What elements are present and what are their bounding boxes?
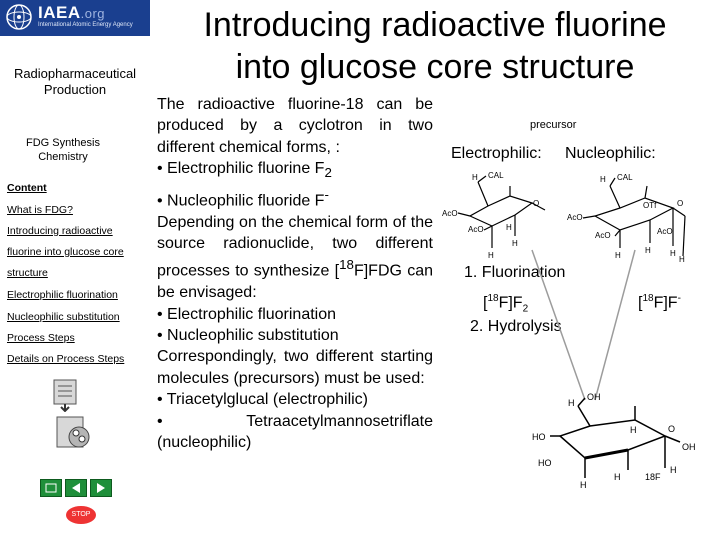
- nav-details-process[interactable]: Details on Process Steps: [7, 353, 125, 365]
- nav-nucleophilic[interactable]: Nucleophilic substitution: [7, 311, 120, 323]
- svg-text:HO: HO: [532, 432, 546, 442]
- svg-text:H: H: [670, 249, 676, 258]
- svg-text:H: H: [488, 251, 494, 260]
- hydrolysis-step: 2. Hydrolysis: [470, 318, 562, 335]
- logo-text: IAEA.org: [38, 3, 106, 22]
- electrophilic-label: Electrophilic:: [451, 145, 542, 162]
- paragraph: Depending on the chemical form of the source radionuclide, two different processes to synthesize [$^{18}$F]FDG can be envisaged:: [157, 213, 434, 302]
- glossary-icon[interactable]: [55, 415, 95, 453]
- svg-text:OH: OH: [682, 442, 696, 452]
- svg-text:H: H: [670, 465, 677, 475]
- sidebar: [0, 0, 150, 540]
- svg-text:O: O: [533, 199, 540, 208]
- svg-text:H: H: [472, 173, 478, 182]
- svg-text:H: H: [614, 472, 621, 482]
- iaea-globe-icon: [5, 3, 33, 31]
- svg-text:H: H: [600, 175, 606, 184]
- paragraph: • Tetraacetylmannosetriflate (nucleophilic): [157, 412, 433, 451]
- home-icon: [41, 480, 61, 496]
- svg-text:AcO: AcO: [595, 231, 611, 240]
- svg-text:HO: HO: [538, 458, 552, 468]
- prev-button[interactable]: [65, 479, 87, 497]
- iaea-logo-bar[interactable]: [0, 0, 150, 36]
- svg-text:AcO: AcO: [442, 209, 458, 218]
- nav-what-is-fdg[interactable]: What is FDG?: [7, 204, 73, 216]
- svg-text:CAL: CAL: [488, 171, 504, 180]
- nav-content[interactable]: Content: [7, 182, 47, 194]
- svg-text:H: H: [568, 398, 575, 408]
- svg-text:H: H: [615, 251, 621, 260]
- svg-text:H: H: [580, 480, 587, 490]
- paragraph: • Triacetylglucal (electrophilic): [157, 391, 369, 409]
- svg-text:18F: 18F: [645, 472, 661, 482]
- paragraph: • Electrophilic fluorine $F_2$: [157, 160, 332, 181]
- f2-reagent: $[^{18}F]F_2$: [483, 293, 529, 315]
- arrow-right-icon: [91, 480, 111, 496]
- section-title: FDG Synthesis Chemistry: [26, 137, 100, 163]
- svg-text:H: H: [512, 239, 518, 248]
- svg-text:H: H: [645, 246, 651, 255]
- arrow-left-icon: [66, 480, 86, 496]
- svg-text:AcO: AcO: [657, 227, 673, 236]
- precursor-label: precursor: [530, 119, 577, 131]
- svg-text:AcO: AcO: [468, 225, 484, 234]
- paragraph: • Nucleophilic substitution: [157, 326, 339, 344]
- next-button[interactable]: [90, 479, 112, 497]
- paragraph: Correspondingly, two different starting molecules (precursors) must be used:: [157, 348, 433, 387]
- logo-subtitle: International Atomic Energy Agency: [38, 22, 133, 28]
- stop-button[interactable]: STOP: [66, 506, 96, 524]
- reaction-arrows: [520, 240, 720, 410]
- nav-electrophilic[interactable]: Electrophilic fluorination: [7, 289, 118, 301]
- nav-introducing-2[interactable]: fluorine into glucose core: [7, 246, 124, 258]
- nucleophilic-label: Nucleophilic:: [565, 145, 656, 162]
- paragraph: The radioactive fluorine-18 can be produced by a cyclotron in two different chemical forms, :: [157, 96, 433, 156]
- svg-text:OTf: OTf: [643, 201, 657, 210]
- nav-introducing-3[interactable]: structure: [7, 267, 48, 279]
- svg-text:AcO: AcO: [567, 213, 583, 222]
- paragraph: • Electrophilic fluorination: [157, 305, 337, 323]
- svg-text:H: H: [506, 223, 512, 232]
- svg-text:H: H: [679, 255, 685, 263]
- svg-text:CAL: CAL: [617, 173, 633, 182]
- home-button[interactable]: [40, 479, 62, 497]
- page-title: Introducing radioactive fluorine into glucose core structure: [203, 6, 667, 86]
- svg-text:OH: OH: [587, 392, 601, 402]
- svg-text:O: O: [668, 424, 676, 434]
- paragraph: • Nucleophilic fluoride F-: [157, 186, 329, 210]
- body-text: [157, 94, 433, 453]
- fdg-product-structure: [530, 388, 705, 498]
- document-icon[interactable]: [50, 378, 80, 412]
- svg-text:H: H: [630, 425, 637, 435]
- svg-text:O: O: [677, 199, 684, 208]
- nav-process-steps[interactable]: Process Steps: [7, 332, 75, 344]
- fluorination-step: 1. Fluorination: [464, 264, 566, 281]
- fluoride-reagent: [$^{18}$F]F-: [638, 293, 681, 312]
- sidebar-title: Radiopharmaceutical Production: [13, 66, 137, 97]
- nav-introducing-1[interactable]: Introducing radioactive: [7, 225, 113, 237]
